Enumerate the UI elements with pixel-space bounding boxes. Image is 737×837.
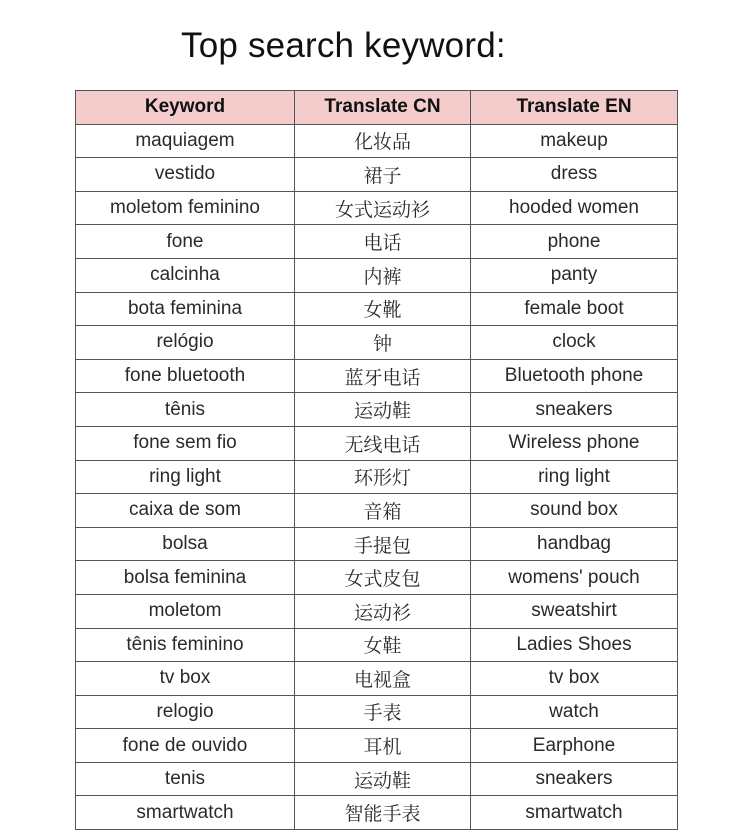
cell-keyword: ring light <box>76 460 295 494</box>
table-row <box>76 359 678 393</box>
table-row <box>76 393 678 427</box>
cell-keyword: maquiagem <box>76 124 295 158</box>
cell-keyword: bolsa feminina <box>76 561 295 595</box>
cell-translate-cn: 运动鞋 <box>295 393 471 427</box>
cell-translate-cn: 智能手表 <box>295 796 471 830</box>
cell-translate-en: Earphone <box>471 729 678 763</box>
cell-translate-en: sneakers <box>471 762 678 796</box>
cell-translate-cn: 裙子 <box>295 158 471 192</box>
cell-translate-cn: 运动衫 <box>295 594 471 628</box>
table-row <box>76 258 678 292</box>
cell-translate-cn: 女靴 <box>295 292 471 326</box>
cell-translate-cn: 手表 <box>295 695 471 729</box>
cell-keyword: bolsa <box>76 527 295 561</box>
cell-keyword: fone bluetooth <box>76 359 295 393</box>
cell-translate-cn: 环形灯 <box>295 460 471 494</box>
table-row <box>76 628 678 662</box>
cell-translate-cn: 内裤 <box>295 258 471 292</box>
cell-keyword: relógio <box>76 326 295 360</box>
cell-keyword: smartwatch <box>76 796 295 830</box>
cell-translate-en: female boot <box>471 292 678 326</box>
cell-translate-en: ring light <box>471 460 678 494</box>
cell-keyword: moletom feminino <box>76 191 295 225</box>
cell-translate-en: sneakers <box>471 393 678 427</box>
cell-translate-cn: 女式运动衫 <box>295 191 471 225</box>
table-row <box>76 460 678 494</box>
cell-translate-en: tv box <box>471 662 678 696</box>
cell-translate-en: makeup <box>471 124 678 158</box>
cell-translate-en: dress <box>471 158 678 192</box>
table-row <box>76 662 678 696</box>
cell-translate-en: smartwatch <box>471 796 678 830</box>
header-keyword: Keyword <box>76 91 295 125</box>
table-row <box>76 158 678 192</box>
cell-translate-cn: 运动鞋 <box>295 762 471 796</box>
cell-translate-cn: 电视盒 <box>295 662 471 696</box>
table-row <box>76 762 678 796</box>
header-translate-en: Translate EN <box>471 91 678 125</box>
cell-translate-cn: 女鞋 <box>295 628 471 662</box>
table-header-row <box>76 91 678 125</box>
cell-translate-cn: 蓝牙电话 <box>295 359 471 393</box>
header-translate-cn: Translate CN <box>295 91 471 125</box>
page-title: Top search keyword: <box>181 26 506 65</box>
cell-translate-cn: 手提包 <box>295 527 471 561</box>
cell-translate-en: hooded women <box>471 191 678 225</box>
cell-translate-en: clock <box>471 326 678 360</box>
cell-keyword: calcinha <box>76 258 295 292</box>
cell-translate-cn: 化妆品 <box>295 124 471 158</box>
cell-translate-en: panty <box>471 258 678 292</box>
cell-translate-en: sweatshirt <box>471 594 678 628</box>
table-row <box>76 124 678 158</box>
cell-keyword: fone sem fio <box>76 426 295 460</box>
cell-keyword: relogio <box>76 695 295 729</box>
table-row <box>76 191 678 225</box>
cell-keyword: moletom <box>76 594 295 628</box>
cell-translate-en: Bluetooth phone <box>471 359 678 393</box>
table-row <box>76 527 678 561</box>
cell-translate-en: Wireless phone <box>471 426 678 460</box>
keyword-table <box>75 90 678 830</box>
table-row <box>76 796 678 830</box>
cell-keyword: tênis <box>76 393 295 427</box>
cell-translate-en: watch <box>471 695 678 729</box>
cell-translate-cn: 音箱 <box>295 494 471 528</box>
cell-keyword: vestido <box>76 158 295 192</box>
cell-translate-cn: 钟 <box>295 326 471 360</box>
cell-translate-cn: 电话 <box>295 225 471 259</box>
cell-keyword: bota feminina <box>76 292 295 326</box>
table-row <box>76 695 678 729</box>
cell-keyword: tv box <box>76 662 295 696</box>
table-row <box>76 729 678 763</box>
cell-translate-en: Ladies Shoes <box>471 628 678 662</box>
cell-keyword: caixa de som <box>76 494 295 528</box>
table-body <box>76 124 678 829</box>
cell-translate-en: handbag <box>471 527 678 561</box>
table-row <box>76 561 678 595</box>
cell-translate-cn: 无线电话 <box>295 426 471 460</box>
cell-keyword: tenis <box>76 762 295 796</box>
cell-keyword: fone de ouvido <box>76 729 295 763</box>
table-row <box>76 426 678 460</box>
table-row <box>76 594 678 628</box>
cell-translate-cn: 女式皮包 <box>295 561 471 595</box>
table-row <box>76 225 678 259</box>
cell-translate-en: womens' pouch <box>471 561 678 595</box>
cell-translate-en: sound box <box>471 494 678 528</box>
table-row <box>76 494 678 528</box>
cell-keyword: fone <box>76 225 295 259</box>
cell-translate-cn: 耳机 <box>295 729 471 763</box>
cell-keyword: tênis feminino <box>76 628 295 662</box>
table-row <box>76 326 678 360</box>
table-row <box>76 292 678 326</box>
cell-translate-en: phone <box>471 225 678 259</box>
